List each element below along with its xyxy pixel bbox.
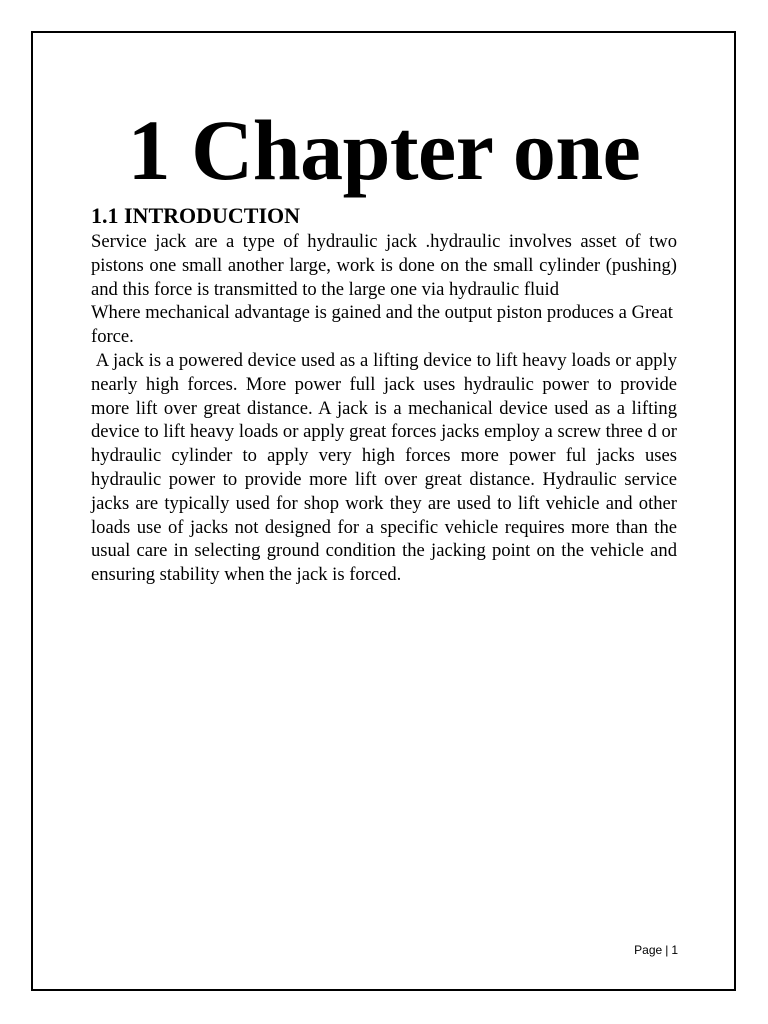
page-separator: | xyxy=(665,943,669,957)
page-number: 1 xyxy=(671,943,678,957)
page-footer xyxy=(634,942,678,958)
page-label: Page xyxy=(634,943,663,957)
paragraph-hydraulic-jack: Service jack are a type of hydraulic jack .hydraulic involves asset of two pistons one small another large, work is done on the small cylinder (pushing) and this force is transmitted to the large one via hydraulic fluid xyxy=(91,231,677,300)
paragraph-mechanical-advantage: Where mechanical advantage is gained and the output piston produces a Great force. xyxy=(91,302,673,348)
section-heading: 1.1 INTRODUCTION xyxy=(91,203,301,228)
page-content xyxy=(91,202,682,587)
paragraph-jack-description: A jack is a powered device used as a lifting device to lift heavy loads or apply nearly high forces. More power full jack uses hydraulic power to provide more lift over great distance. A jack is a mechanical device used as a lifting device to lift heavy loads or apply great forces jacks employ a screw three d or hydraulic cylinder to apply very high forces more power ful jacks uses hydraulic power to provide more lift over great distance. Hydraulic service jacks are typically used for shop work they are used to lift vehicle and other loads use of jacks not designed for a specific vehicle requires more than the usual care in selecting ground condition the jacking point on the vehicle and ensuring stability when the jack is forced. xyxy=(91,349,682,586)
chapter-title: 1 Chapter one xyxy=(127,102,641,198)
